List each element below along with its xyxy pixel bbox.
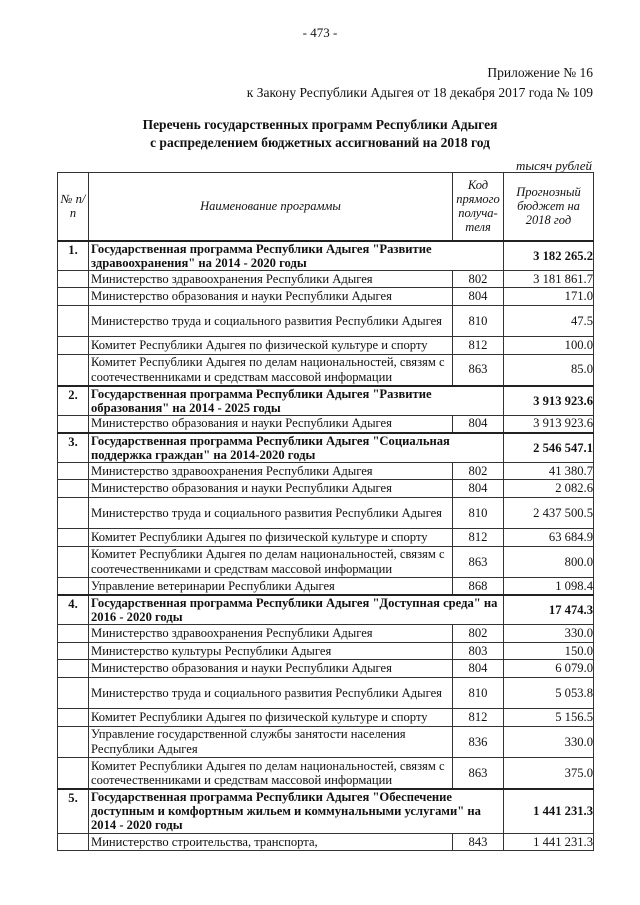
recipient-code: 810 bbox=[453, 497, 504, 529]
program-number: 2. bbox=[58, 386, 89, 416]
recipient-row bbox=[58, 642, 594, 660]
recipient-amount: 171.0 bbox=[504, 288, 594, 306]
empty-cell bbox=[58, 546, 89, 578]
recipient-amount: 2 437 500.5 bbox=[504, 497, 594, 529]
document-title-line-1: Перечень государственных программ Республики Адыгея bbox=[142, 117, 498, 132]
empty-cell bbox=[58, 354, 89, 386]
recipient-name: Министерство образования и науки Республики Адыгея bbox=[89, 288, 453, 306]
program-amount: 17 474.3 bbox=[504, 595, 594, 625]
recipient-row bbox=[58, 354, 594, 386]
recipient-code: 802 bbox=[453, 270, 504, 288]
recipient-row bbox=[58, 415, 594, 433]
program-name: Государственная программа Республики Адыгея "Обеспечение доступным и комфортным жильем и коммунальными услугами" на 2014 - 2020 годы bbox=[89, 789, 504, 833]
recipient-code: 810 bbox=[453, 305, 504, 337]
empty-cell bbox=[58, 726, 89, 758]
program-name: Государственная программа Республики Адыгея "Доступная среда" на 2016 - 2020 годы bbox=[89, 595, 504, 625]
empty-cell bbox=[58, 415, 89, 433]
recipient-code: 863 bbox=[453, 758, 504, 790]
recipient-row bbox=[58, 546, 594, 578]
recipient-row bbox=[58, 833, 594, 851]
recipient-row bbox=[58, 625, 594, 643]
recipient-amount: 63 684.9 bbox=[504, 529, 594, 547]
recipient-row bbox=[58, 270, 594, 288]
appendix-number: Приложение № 16 bbox=[487, 65, 593, 80]
program-name: Государственная программа Республики Адыгея "Развитие здравоохранения" на 2014 - 2020 годы bbox=[89, 241, 504, 271]
program-amount: 1 441 231.3 bbox=[504, 789, 594, 833]
program-name: Государственная программа Республики Адыгея "Социальная поддержка граждан" на 2014-2020 годы bbox=[89, 433, 504, 463]
recipient-name: Министерство здравоохранения Республики Адыгея bbox=[89, 625, 453, 643]
empty-cell bbox=[58, 833, 89, 851]
page-number: - 473 - bbox=[302, 25, 338, 40]
empty-cell bbox=[58, 529, 89, 547]
program-row bbox=[58, 241, 594, 271]
empty-cell bbox=[58, 642, 89, 660]
recipient-code: 804 bbox=[453, 660, 504, 678]
recipient-row bbox=[58, 480, 594, 498]
recipient-amount: 800.0 bbox=[504, 546, 594, 578]
recipient-row bbox=[58, 305, 594, 337]
header-forecast-budget: Прогнозный бюджет на 2018 год bbox=[504, 173, 594, 241]
header-number: № п/п bbox=[58, 173, 89, 241]
header-program-name: Наименование программы bbox=[89, 173, 453, 241]
empty-cell bbox=[58, 462, 89, 480]
recipient-code: 804 bbox=[453, 480, 504, 498]
recipient-name: Министерство труда и социального развития Республики Адыгея bbox=[89, 305, 453, 337]
recipient-amount: 85.0 bbox=[504, 354, 594, 386]
recipient-code: 804 bbox=[453, 415, 504, 433]
recipient-row bbox=[58, 677, 594, 709]
empty-cell bbox=[58, 288, 89, 306]
program-number: 3. bbox=[58, 433, 89, 463]
program-row bbox=[58, 789, 594, 833]
recipient-row bbox=[58, 726, 594, 758]
program-amount: 2 546 547.1 bbox=[504, 433, 594, 463]
empty-cell bbox=[58, 677, 89, 709]
recipient-row bbox=[58, 497, 594, 529]
recipient-amount: 5 156.5 bbox=[504, 709, 594, 727]
empty-cell bbox=[58, 270, 89, 288]
recipient-row bbox=[58, 660, 594, 678]
appendix-reference bbox=[247, 63, 593, 103]
program-row bbox=[58, 433, 594, 463]
recipient-name: Министерство образования и науки Республики Адыгея bbox=[89, 415, 453, 433]
recipient-amount: 3 181 861.7 bbox=[504, 270, 594, 288]
recipient-name: Министерство образования и науки Республики Адыгея bbox=[89, 480, 453, 498]
recipient-name: Министерство строительства, транспорта, bbox=[89, 833, 453, 851]
recipient-code: 836 bbox=[453, 726, 504, 758]
recipient-code: 863 bbox=[453, 546, 504, 578]
program-row bbox=[58, 595, 594, 625]
recipient-amount: 1 098.4 bbox=[504, 578, 594, 596]
recipient-name: Управление ветеринарии Республики Адыгея bbox=[89, 578, 453, 596]
recipient-code: 802 bbox=[453, 625, 504, 643]
units-label: тысяч рублей bbox=[515, 158, 592, 173]
recipient-amount: 330.0 bbox=[504, 726, 594, 758]
empty-cell bbox=[58, 480, 89, 498]
recipient-code: 812 bbox=[453, 529, 504, 547]
header-recipient-code: Код прямого получа-теля bbox=[453, 173, 504, 241]
empty-cell bbox=[58, 709, 89, 727]
empty-cell bbox=[58, 758, 89, 790]
recipient-row bbox=[58, 337, 594, 355]
recipient-row bbox=[58, 709, 594, 727]
recipient-amount: 1 441 231.3 bbox=[504, 833, 594, 851]
empty-cell bbox=[58, 497, 89, 529]
recipient-code: 812 bbox=[453, 337, 504, 355]
empty-cell bbox=[58, 578, 89, 596]
recipient-name: Комитет Республики Адыгея по физической культуре и спорту bbox=[89, 337, 453, 355]
recipient-amount: 41 380.7 bbox=[504, 462, 594, 480]
recipient-amount: 2 082.6 bbox=[504, 480, 594, 498]
recipient-name: Министерство образования и науки Республики Адыгея bbox=[89, 660, 453, 678]
budget-table bbox=[57, 172, 594, 851]
recipient-row bbox=[58, 462, 594, 480]
recipient-code: 843 bbox=[453, 833, 504, 851]
recipient-name: Министерство труда и социального развития Республики Адыгея bbox=[89, 497, 453, 529]
recipient-code: 868 bbox=[453, 578, 504, 596]
program-name: Государственная программа Республики Адыгея "Развитие образования" на 2014 - 2025 годы bbox=[89, 386, 504, 416]
recipient-amount: 330.0 bbox=[504, 625, 594, 643]
table-header-row bbox=[58, 173, 594, 241]
recipient-row bbox=[58, 758, 594, 790]
recipient-name: Министерство труда и социального развития Республики Адыгея bbox=[89, 677, 453, 709]
document-title bbox=[0, 116, 640, 152]
recipient-name: Комитет Республики Адыгея по делам национальностей, связям с соотечественниками и средствам массовой информации bbox=[89, 354, 453, 386]
recipient-name: Комитет Республики Адыгея по физической культуре и спорту bbox=[89, 709, 453, 727]
recipient-code: 803 bbox=[453, 642, 504, 660]
recipient-amount: 6 079.0 bbox=[504, 660, 594, 678]
recipient-name: Министерство здравоохранения Республики Адыгея bbox=[89, 462, 453, 480]
recipient-name: Комитет Республики Адыгея по делам национальностей, связям с соотечественниками и средствам массовой информации bbox=[89, 546, 453, 578]
recipient-code: 863 bbox=[453, 354, 504, 386]
program-amount: 3 182 265.2 bbox=[504, 241, 594, 271]
recipient-name: Министерство культуры Республики Адыгея bbox=[89, 642, 453, 660]
appendix-law-reference: к Закону Республики Адыгея от 18 декабря 2017 года № 109 bbox=[246, 85, 593, 100]
recipient-amount: 5 053.8 bbox=[504, 677, 594, 709]
recipient-name: Комитет Республики Адыгея по физической культуре и спорту bbox=[89, 529, 453, 547]
empty-cell bbox=[58, 625, 89, 643]
recipient-amount: 47.5 bbox=[504, 305, 594, 337]
empty-cell bbox=[58, 305, 89, 337]
recipient-code: 802 bbox=[453, 462, 504, 480]
recipient-row bbox=[58, 578, 594, 596]
document-title-line-2: с распределением бюджетных ассигнований на 2018 год bbox=[150, 135, 490, 150]
program-number: 1. bbox=[58, 241, 89, 271]
program-number: 5. bbox=[58, 789, 89, 833]
recipient-row bbox=[58, 288, 594, 306]
empty-cell bbox=[58, 337, 89, 355]
recipient-amount: 3 913 923.6 bbox=[504, 415, 594, 433]
recipient-name: Комитет Республики Адыгея по делам национальностей, связям с соотечественниками и средствам массовой информации bbox=[89, 758, 453, 790]
program-number: 4. bbox=[58, 595, 89, 625]
program-amount: 3 913 923.6 bbox=[504, 386, 594, 416]
recipient-code: 812 bbox=[453, 709, 504, 727]
recipient-amount: 100.0 bbox=[504, 337, 594, 355]
empty-cell bbox=[58, 660, 89, 678]
recipient-name: Управление государственной службы занятости населения Республики Адыгея bbox=[89, 726, 453, 758]
recipient-amount: 375.0 bbox=[504, 758, 594, 790]
recipient-amount: 150.0 bbox=[504, 642, 594, 660]
recipient-row bbox=[58, 529, 594, 547]
recipient-name: Министерство здравоохранения Республики Адыгея bbox=[89, 270, 453, 288]
recipient-code: 810 bbox=[453, 677, 504, 709]
recipient-code: 804 bbox=[453, 288, 504, 306]
program-row bbox=[58, 386, 594, 416]
